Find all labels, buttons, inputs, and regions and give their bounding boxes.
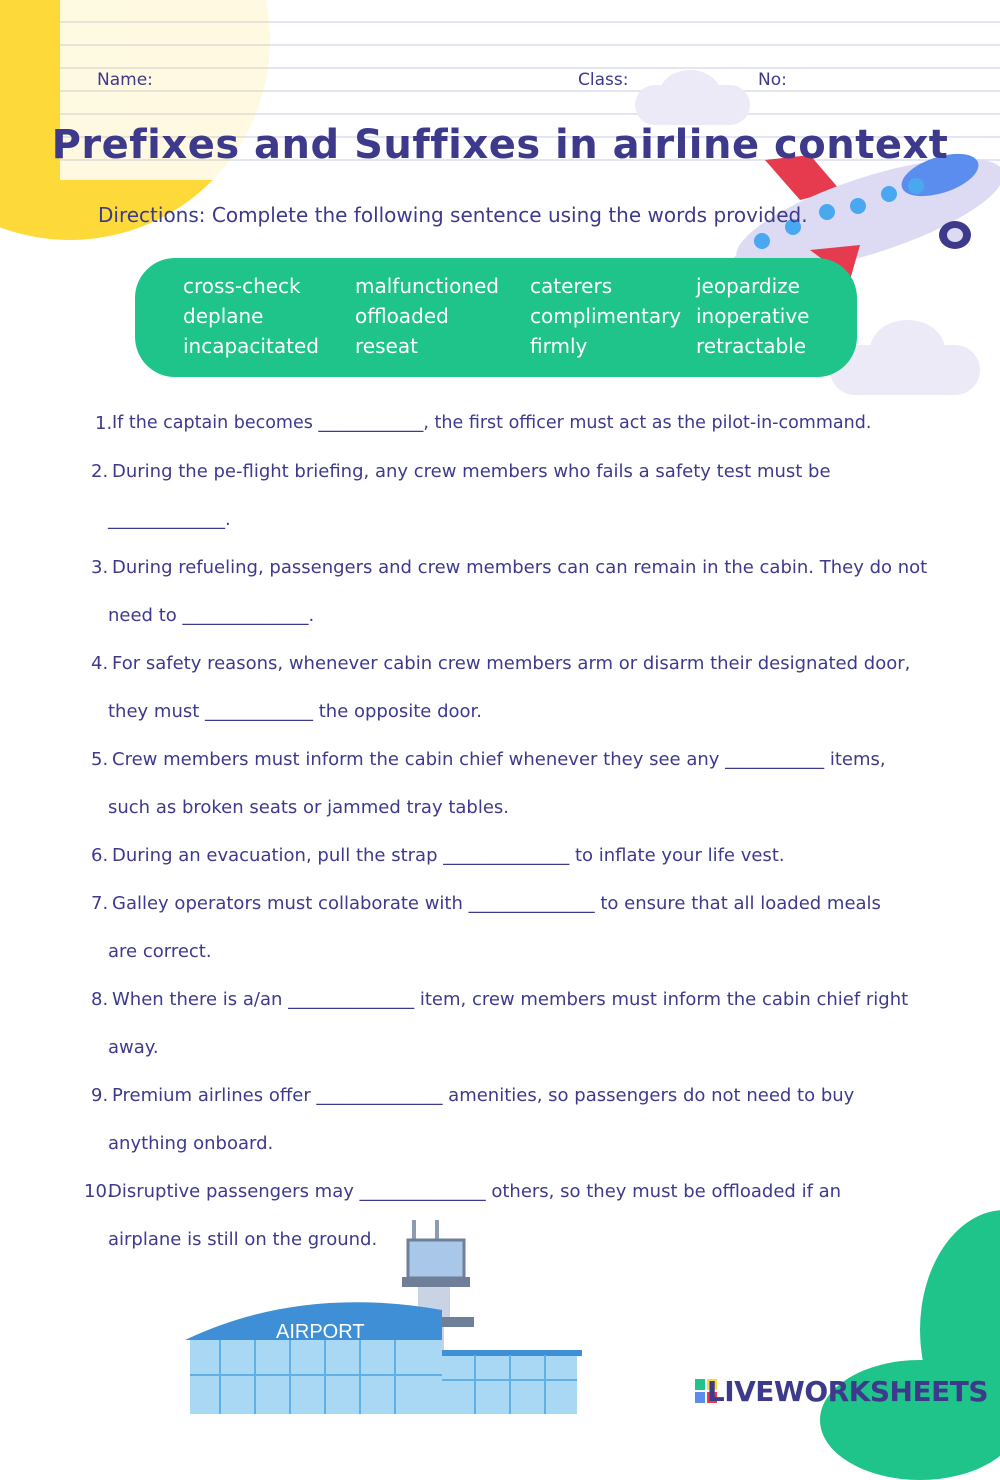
number-label: No: <box>758 70 787 90</box>
cloud-top-puff <box>660 70 720 115</box>
question-number: 10. <box>84 1181 113 1202</box>
page-title: Prefixes and Suffixes in airline context <box>51 122 949 168</box>
question-text: If the captain becomes ____________, the first officer must act as the pilot-in-command. <box>112 413 872 433</box>
word-bank-item: incapacitated <box>183 334 319 358</box>
liveworksheets-logo: LIVEWORKSHEETS <box>706 1375 988 1408</box>
question-text-continued: _____________. <box>108 509 231 530</box>
directions-text: Directions: Complete the following sentence using the words provided. <box>98 203 808 227</box>
question-text: When there is a/an ______________ item, crew members must inform the cabin chief right <box>112 989 909 1010</box>
word-bank-item: offloaded <box>355 304 449 328</box>
question-number: 9. <box>91 1085 109 1106</box>
airport-sign: AIRPORT <box>276 1321 365 1343</box>
name-label: Name: <box>97 70 153 90</box>
word-bank-item: cross-check <box>183 274 301 298</box>
word-bank-item: reseat <box>355 334 418 358</box>
question-text: Premium airlines offer ______________ amenities, so passengers do not need to buy <box>112 1085 855 1106</box>
word-bank-box <box>135 258 857 377</box>
question-number: 2. <box>91 461 109 482</box>
word-bank-item: retractable <box>696 334 807 358</box>
question-text: Disruptive passengers may ______________ others, so they must be offloaded if an <box>108 1181 842 1202</box>
word-bank-item: complimentary <box>530 304 682 328</box>
word-bank-item: malfunctioned <box>355 274 499 298</box>
question-number: 7. <box>91 893 109 914</box>
question-text-continued: such as broken seats or jammed tray tables. <box>108 797 510 818</box>
question-number: 4. <box>91 653 109 674</box>
word-bank-item: caterers <box>530 274 613 298</box>
question-text: Crew members must inform the cabin chief whenever they see any ___________ items, <box>112 749 886 770</box>
question-text-continued: anything onboard. <box>108 1133 274 1154</box>
word-bank-item: deplane <box>183 304 264 328</box>
question-number: 6. <box>91 845 109 866</box>
question-number: 1. <box>95 413 113 434</box>
airport-illustration <box>180 1215 590 1414</box>
question-text-continued: they must ____________ the opposite door. <box>108 701 483 722</box>
question-text-continued: need to ______________. <box>108 605 315 626</box>
question-text: During an evacuation, pull the strap ______________ to inflate your life vest. <box>112 845 785 866</box>
question-text: During refueling, passengers and crew members can can remain in the cabin. They do not <box>112 557 928 578</box>
question-text: During the pe-flight briefing, any crew members who fails a safety test must be <box>112 461 831 482</box>
question-text-continued: airplane is still on the ground. <box>108 1229 378 1250</box>
question-text: Galley operators must collaborate with ______________ to ensure that all loaded meals <box>112 893 881 914</box>
question-text-continued: away. <box>108 1037 159 1058</box>
question-text: For safety reasons, whenever cabin crew members arm or disarm their designated door, <box>112 653 911 674</box>
class-label: Class: <box>578 70 629 90</box>
cloud-right-puff <box>870 320 945 380</box>
question-number: 8. <box>91 989 109 1010</box>
question-number: 3. <box>91 557 109 578</box>
question-text-continued: are correct. <box>108 941 212 962</box>
word-bank-item: inoperative <box>696 304 810 328</box>
question-number: 5. <box>91 749 109 770</box>
word-bank-item: firmly <box>530 334 588 358</box>
word-bank-item: jeopardize <box>696 274 800 298</box>
